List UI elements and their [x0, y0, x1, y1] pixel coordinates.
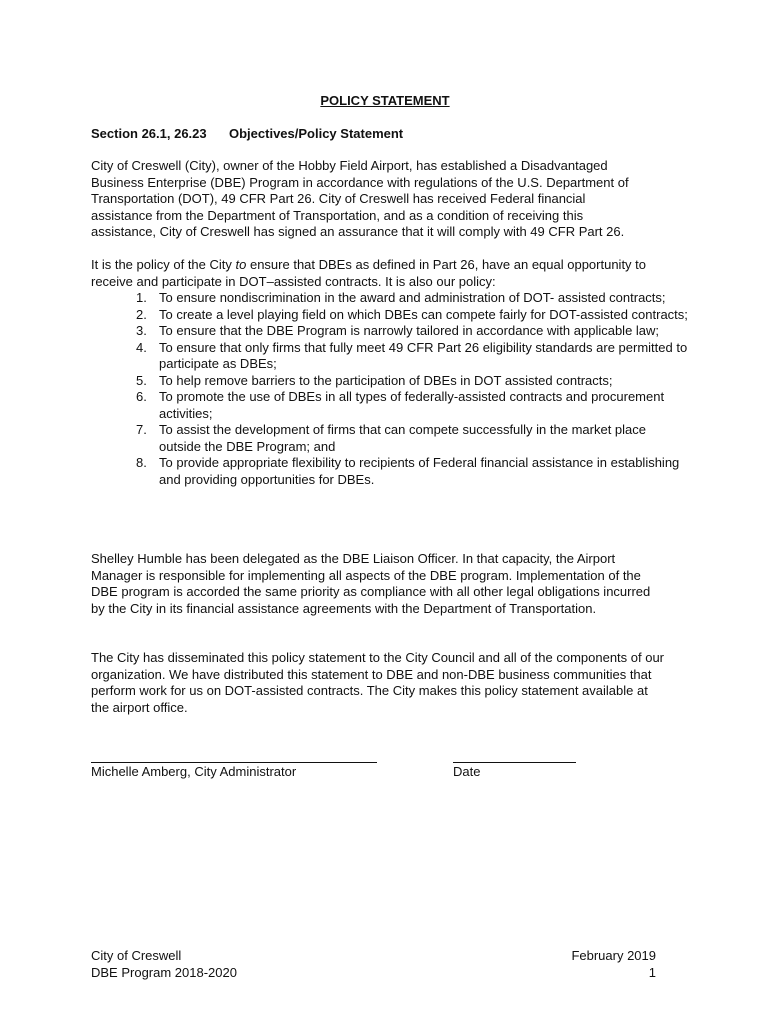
policy-item-number: 8. [136, 455, 147, 470]
footer-left [91, 948, 237, 981]
document-title: POLICY STATEMENT [320, 93, 450, 108]
policy-item-text: To assist the development of firms that can compete successfully in the market place outside the DBE Program; and [159, 422, 647, 454]
policy-item [91, 373, 691, 390]
policy-item-text: To help remove barriers to the participation of DBEs in DOT assisted contracts; [159, 372, 613, 388]
intro-paragraph [91, 158, 666, 241]
footer-organization: City of Creswell [91, 948, 182, 963]
intro-line: assistance from the Department of Transportation, and as a condition of receiving this [91, 207, 584, 223]
signature-label: Michelle Amberg, City Administrator [91, 764, 297, 779]
policy-list [91, 290, 691, 488]
dissemination-paragraph: The City has disseminated this policy statement to the City Council and all of the components of our organization. We have distributed this statement to DBE and non-DBE business communities that perform work for us on DOT-assisted contracts. The City makes this policy statement available at the airport office. [91, 650, 665, 715]
section-heading [91, 126, 403, 143]
policy-item-text: To ensure nondiscrimination in the award and administration of DOT- assisted contracts; [159, 290, 666, 305]
intro-line: Transportation (DOT), 49 CFR Part 26. City of Creswell has received Federal financial [91, 191, 586, 206]
policy-item-number: 4. [136, 339, 147, 355]
intro-line: City of Creswell (City), owner of the Hobby Field Airport, has established a Disadvantaged [91, 158, 608, 173]
policy-item-text: To ensure that the DBE Program is narrowly tailored in accordance with applicable law; [159, 323, 660, 338]
date-label: Date [453, 764, 481, 779]
footer-date: February 2019 [571, 948, 656, 963]
policy-item-number: 1. [136, 290, 147, 305]
policy-item [91, 323, 691, 340]
policy-item-text: To ensure that only firms that fully meet 49 CFR Part 26 eligibility standards are permitted to participate as DBEs; [159, 339, 688, 371]
section-title: Objectives/Policy Statement [229, 126, 404, 141]
intro-line: Business Enterprise (DBE) Program in accordance with regulations of the U.S. Department of [91, 174, 629, 190]
section-number: Section 26.1, 26.23 [91, 126, 207, 141]
policy-item-text: To provide appropriate flexibility to recipients of Federal financial assistance in establishing and providing opportunities for DBEs. [159, 455, 680, 487]
policy-intro-italic: to [235, 257, 247, 272]
intro-line: assistance, City of Creswell has signed an assurance that it will comply with 49 CFR Part 26. [91, 224, 625, 239]
policy-item [91, 340, 691, 373]
policy-item [91, 455, 691, 488]
footer-right [571, 948, 656, 981]
policy-item [91, 307, 691, 324]
policy-item-text: To promote the use of DBEs in all types of federally-assisted contracts and procurement activities; [159, 389, 665, 421]
policy-item-text: To create a level playing field on which DBEs can compete fairly for DOT-assisted contracts; [159, 306, 688, 322]
policy-item [91, 422, 691, 455]
policy-intro-paragraph [91, 257, 666, 290]
footer-program: DBE Program 2018-2020 [91, 964, 237, 980]
policy-intro-text-rest: ensure that DBEs as defined in Part 26, have an equal opportunity to receive and participate in DOT–assisted contracts. It is also our policy: [91, 257, 647, 289]
policy-item-number: 3. [136, 323, 147, 338]
signature-line [91, 748, 377, 763]
policy-item-number: 7. [136, 422, 147, 437]
policy-intro-text: It is the policy of the City [91, 257, 236, 272]
policy-item-number: 6. [136, 389, 147, 404]
page-number: 1 [648, 964, 656, 980]
policy-item [91, 389, 691, 422]
policy-item-number: 2. [136, 306, 147, 322]
policy-item [91, 290, 691, 307]
liaison-paragraph: Shelley Humble has been delegated as the DBE Liaison Officer. In that capacity, the Airport Manager is responsible for implementing all aspects of the DBE program. Implementation of the DBE program is accorded the same priority as compliance with all other legal obligations incurred by the City in its financial assistance agreements with the Department of Transportation. [91, 551, 651, 616]
policy-item-number: 5. [136, 372, 147, 388]
date-line [453, 748, 576, 763]
